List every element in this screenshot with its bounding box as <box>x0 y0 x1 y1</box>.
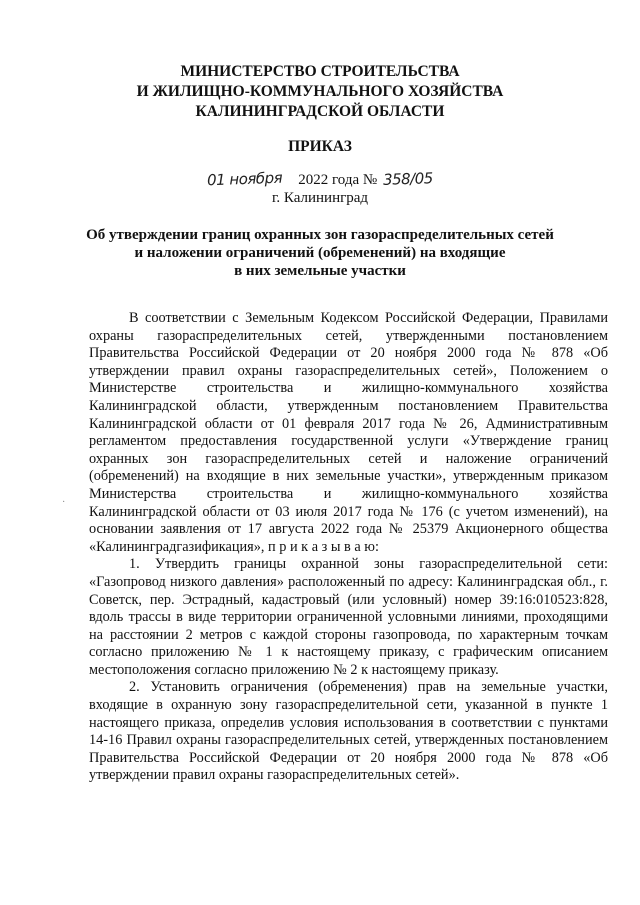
preamble-paragraph: В соответствии с Земельным Кодексом Российской Федерации, Правилами охраны газораспределительных сетей, утвержденными постановлением Правительства Российской Федерации от 20 ноября 2000 года № 878 «Об утверждении правил охраны газораспределительных сетей», Положением о Министерстве строительства и жилищно-коммунального хозяйства Калининградской области, утвержденным постановлением Правительства Калининградской области от 01 февраля 2017 года № 26, Административным регламентом предоставления государственной услуги «Утверждение границ охранных зон газораспределительных сетей и наложение ограничений (обременений) на входящие в них земельные участки», утвержденным приказом Министерства строительства и жилищно-коммунального хозяйства Калининградской области от 03 июля 2017 года № 176 (с учетом изменений), на основании заявления от 17 августа 2022 года № 25379 Акционерного общества «Калининградгазификация», п р и к а з ы в а ю: <box>89 310 608 555</box>
date-number-line <box>0 170 640 189</box>
handwritten-date: 01 ноября <box>206 168 283 190</box>
city-line: г. Калининград <box>271 190 369 206</box>
order-item-1: 1. Утвердить границы охранной зоны газораспределительной сети: «Газопровод низкого давления» расположенный по адресу: Калининградская обл., г. Советск, пер. Эстрадный, кадастровый (или условный) номер 39:16:010523:828, вдоль трассы в виде территории ограниченной условными линиями, проходящими на расстоянии 2 метров с каждой стороны газопровода, по характерным точкам согласно приложению № 1 к настоящему приказу, с графическим описанием местоположения согласно приложению № 2 к настоящему приказу. <box>89 556 608 678</box>
ministry-header-line-1: МИНИСТЕРСТВО СТРОИТЕЛЬСТВА <box>180 63 460 80</box>
subject-line-1: Об утверждении границ охранных зон газораспределительных сетей <box>86 227 554 243</box>
margin-mark: · <box>62 497 66 508</box>
ministry-header-line-2: И ЖИЛИЩНО-КОММУНАЛЬНОГО ХОЗЯЙСТВА <box>136 83 504 100</box>
ministry-header <box>0 62 640 122</box>
year-text: 2022 года № <box>298 172 378 188</box>
document-title: ПРИКАЗ <box>288 138 352 155</box>
subject-line-2: и наложении ограничений (обременений) на входящие <box>134 245 506 261</box>
handwritten-order-number: 358/05 <box>382 169 434 189</box>
order-item-2: 2. Установить ограничения (обременения) прав на земельные участки, входящие в охранную зону газораспределительной сети, указанной в пункте 1 настоящего приказа, определив условия использования в соответствии с пунктами 14-16 Правил охраны газораспределительных сетей, утвержденных постановлением Правительства Российской Федерации от 20 ноября 2000 года № 878 «Об утверждении правил охраны газораспределительных сетей». <box>89 679 608 784</box>
subject-line-3: в них земельные участки <box>234 263 406 279</box>
order-subject <box>60 226 580 280</box>
ministry-header-line-3: КАЛИНИНГРАДСКОЙ ОБЛАСТИ <box>195 103 445 120</box>
order-body <box>89 310 608 785</box>
